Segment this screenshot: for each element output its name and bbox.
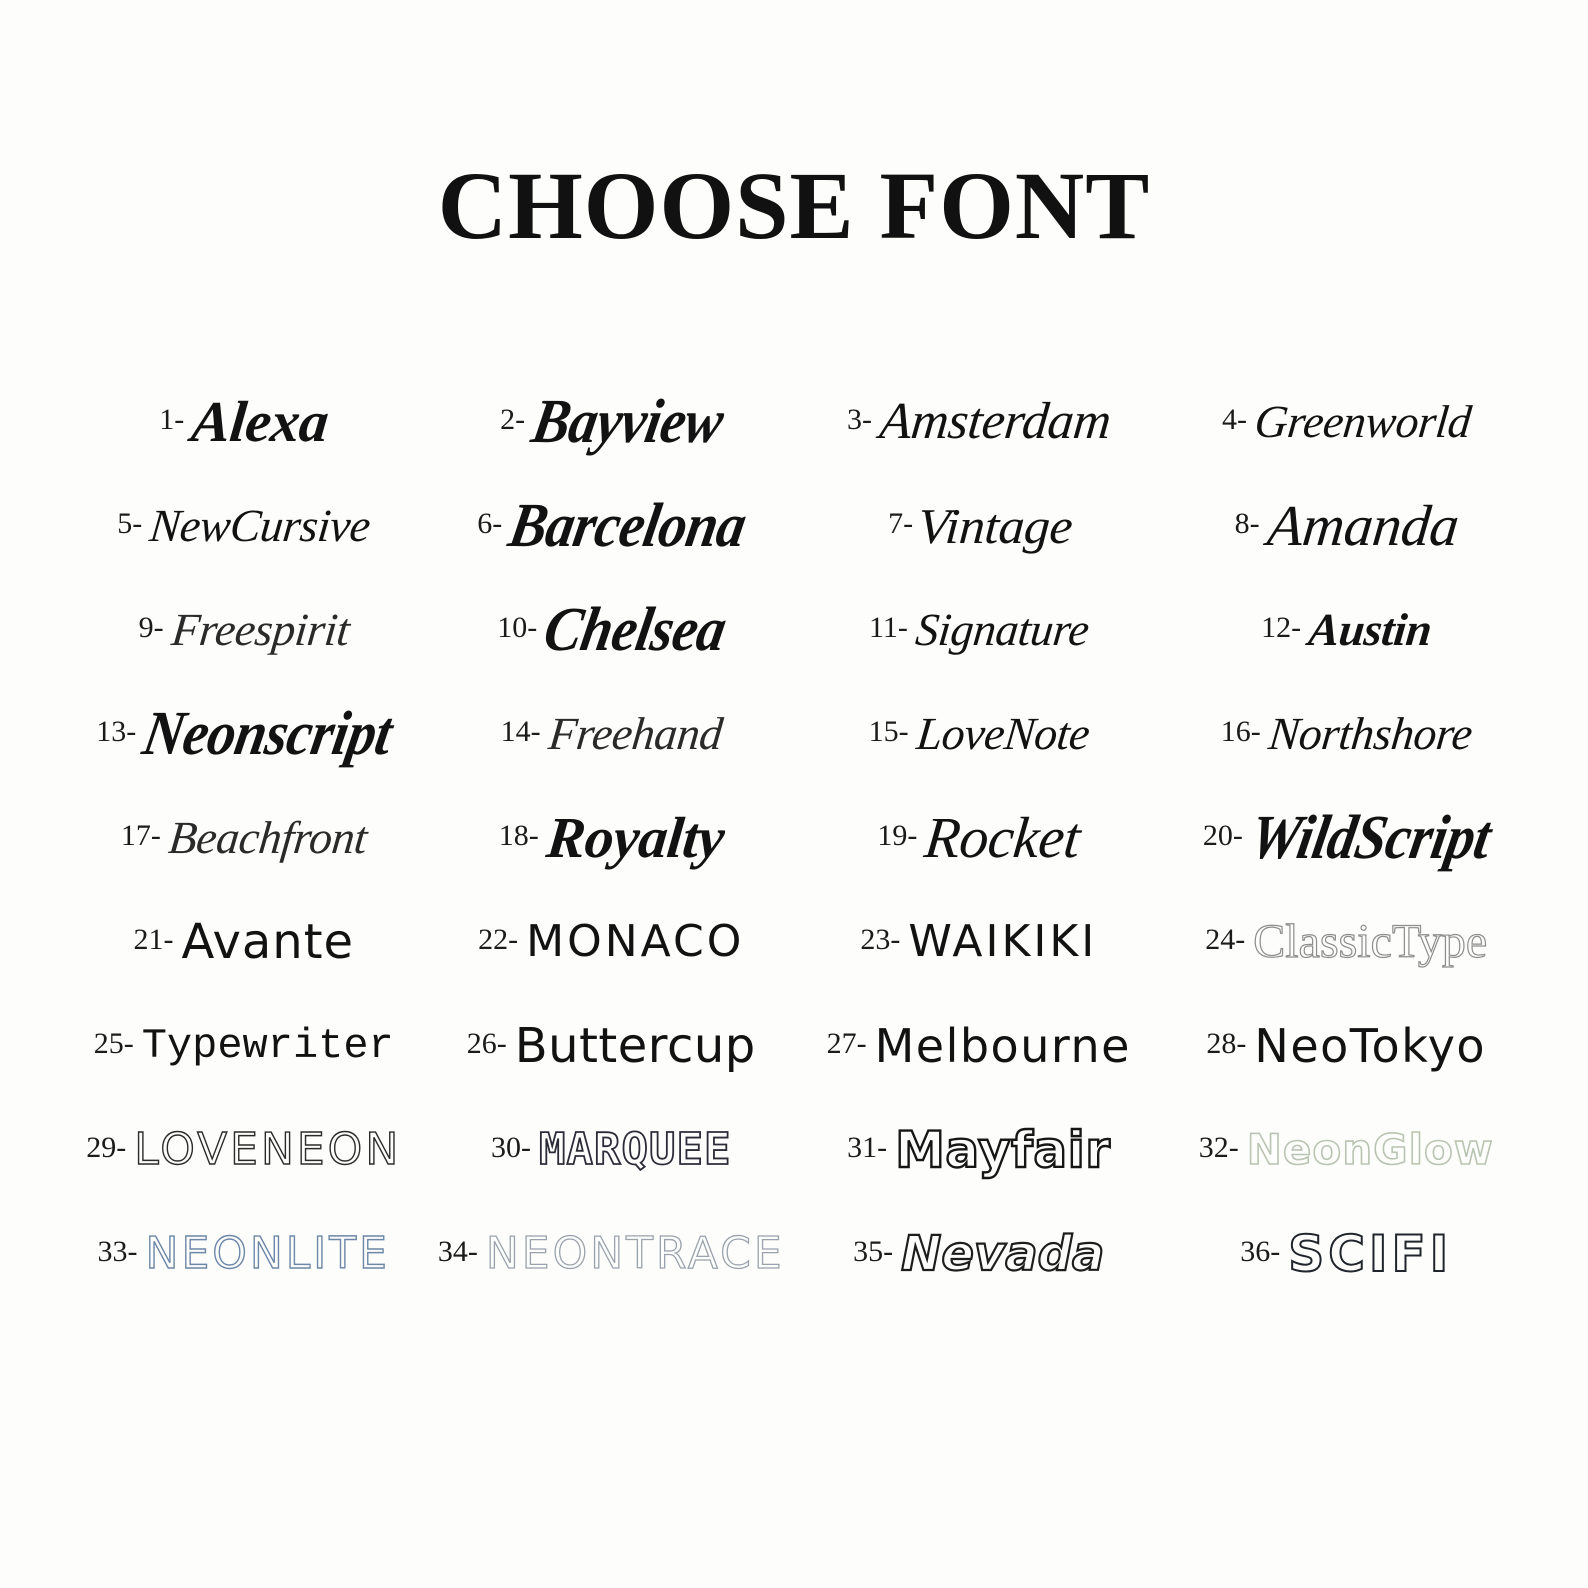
font-number: 8- [1234,507,1260,540]
font-option-33[interactable] [60,1202,428,1306]
font-number: 12- [1261,611,1302,644]
font-option-34[interactable] [428,1202,796,1306]
font-option-23[interactable] [795,890,1163,994]
font-number: 6- [477,507,503,540]
font-name: Beachfront [166,812,370,863]
font-name: Barcelona [504,491,752,561]
font-option-26[interactable] [428,994,796,1098]
font-number: 7- [888,507,914,540]
page-title: CHOOSE FONT [437,152,1151,259]
font-name: Royalty [543,805,728,870]
font-name: NewCursive [147,500,373,551]
font-number: 14- [500,715,541,748]
font-number: 32- [1198,1131,1239,1164]
font-number: 29- [86,1131,127,1164]
font-name: WAIKIKI [908,916,1098,967]
font-option-30[interactable] [428,1098,796,1202]
font-number: 3- [847,403,873,436]
font-number: 13- [96,715,137,748]
font-option-22[interactable] [428,890,796,994]
font-number: 27- [826,1027,867,1060]
font-option-21[interactable] [60,890,428,994]
font-number: 2- [500,403,526,436]
font-number: 9- [138,611,164,644]
font-number: 25- [93,1027,134,1060]
font-name: LOVENEON [134,1124,402,1175]
font-option-7[interactable] [795,474,1163,578]
font-option-4[interactable] [1163,370,1531,474]
font-option-31[interactable] [795,1098,1163,1202]
font-name: Melbourne [874,1019,1131,1073]
font-name: Nevada [901,1226,1105,1282]
font-name: Austin [1306,604,1435,655]
font-name: NeoTokyo [1254,1019,1487,1073]
font-name: Vintage [916,498,1075,554]
font-option-8[interactable] [1163,474,1531,578]
font-number: 5- [117,507,143,540]
font-number: 22- [478,923,519,956]
font-option-36[interactable] [1163,1202,1531,1306]
font-number: 15- [868,715,909,748]
font-name: NEONTRACE [485,1228,785,1279]
font-option-12[interactable] [1163,578,1531,682]
font-name: Mayfair [895,1121,1111,1179]
font-option-11[interactable] [795,578,1163,682]
font-number: 34- [437,1235,478,1268]
font-name: Amsterdam [877,393,1114,450]
font-option-14[interactable] [428,682,796,786]
font-option-9[interactable] [60,578,428,682]
font-number: 30- [491,1131,532,1164]
font-number: 36- [1240,1235,1281,1268]
font-name: WildScript [1244,803,1496,873]
font-number: 16- [1220,715,1261,748]
font-option-15[interactable] [795,682,1163,786]
font-name: SCIFI [1288,1225,1453,1283]
font-option-27[interactable] [795,994,1163,1098]
font-number: 33- [97,1235,138,1268]
font-option-6[interactable] [428,474,796,578]
font-name: Greenworld [1252,396,1474,447]
font-option-29[interactable] [60,1098,428,1202]
font-number: 18- [498,819,539,852]
font-number: 20- [1202,819,1243,852]
font-name: Chelsea [539,595,732,665]
font-number: 10- [497,611,538,644]
font-option-35[interactable] [795,1202,1163,1306]
font-number: 35- [853,1235,894,1268]
font-option-32[interactable] [1163,1098,1531,1202]
font-number: 21- [133,923,174,956]
font-name: Neonscript [138,699,398,769]
font-number: 4- [1221,403,1247,436]
font-name: Buttercup [514,1018,756,1074]
font-name: LoveNote [913,708,1092,759]
font-option-10[interactable] [428,578,796,682]
font-option-24[interactable] [1163,890,1531,994]
font-number: 26- [466,1027,507,1060]
font-number: 11- [868,611,908,644]
font-name: MONACO [526,916,745,967]
font-name: NeonGlow [1246,1125,1494,1174]
font-option-1[interactable] [60,370,428,474]
font-name: Alexa [188,389,332,454]
font-number: 17- [120,819,161,852]
font-number: 19- [877,819,918,852]
font-number: 31- [847,1131,888,1164]
font-name: MARQUEE [539,1124,732,1175]
font-option-13[interactable] [60,682,428,786]
font-option-18[interactable] [428,786,796,890]
font-name: Bayview [526,387,729,457]
font-option-3[interactable] [795,370,1163,474]
font-name: Amanda [1264,493,1462,558]
font-number: 28- [1206,1027,1247,1060]
font-name: Typewriter [141,1022,394,1070]
font-name: Freespirit [168,604,352,655]
font-option-2[interactable] [428,370,796,474]
font-name: Rocket [921,805,1084,870]
font-option-20[interactable] [1163,786,1531,890]
font-number: 1- [159,403,185,436]
font-name: Freehand [546,708,725,759]
font-number: 24- [1205,923,1246,956]
font-number: 23- [860,923,901,956]
font-option-25[interactable] [60,994,428,1098]
font-option-5[interactable] [60,474,428,578]
font-name: Avante [181,914,355,970]
font-name: NEONLITE [145,1228,390,1279]
font-options-grid [60,370,1530,1306]
font-name: ClassicType [1253,915,1488,968]
font-option-16[interactable] [1163,682,1531,786]
font-name: Northshore [1266,708,1475,759]
font-option-17[interactable] [60,786,428,890]
font-option-28[interactable] [1163,994,1531,1098]
font-name: Signature [913,604,1092,655]
font-option-19[interactable] [795,786,1163,890]
